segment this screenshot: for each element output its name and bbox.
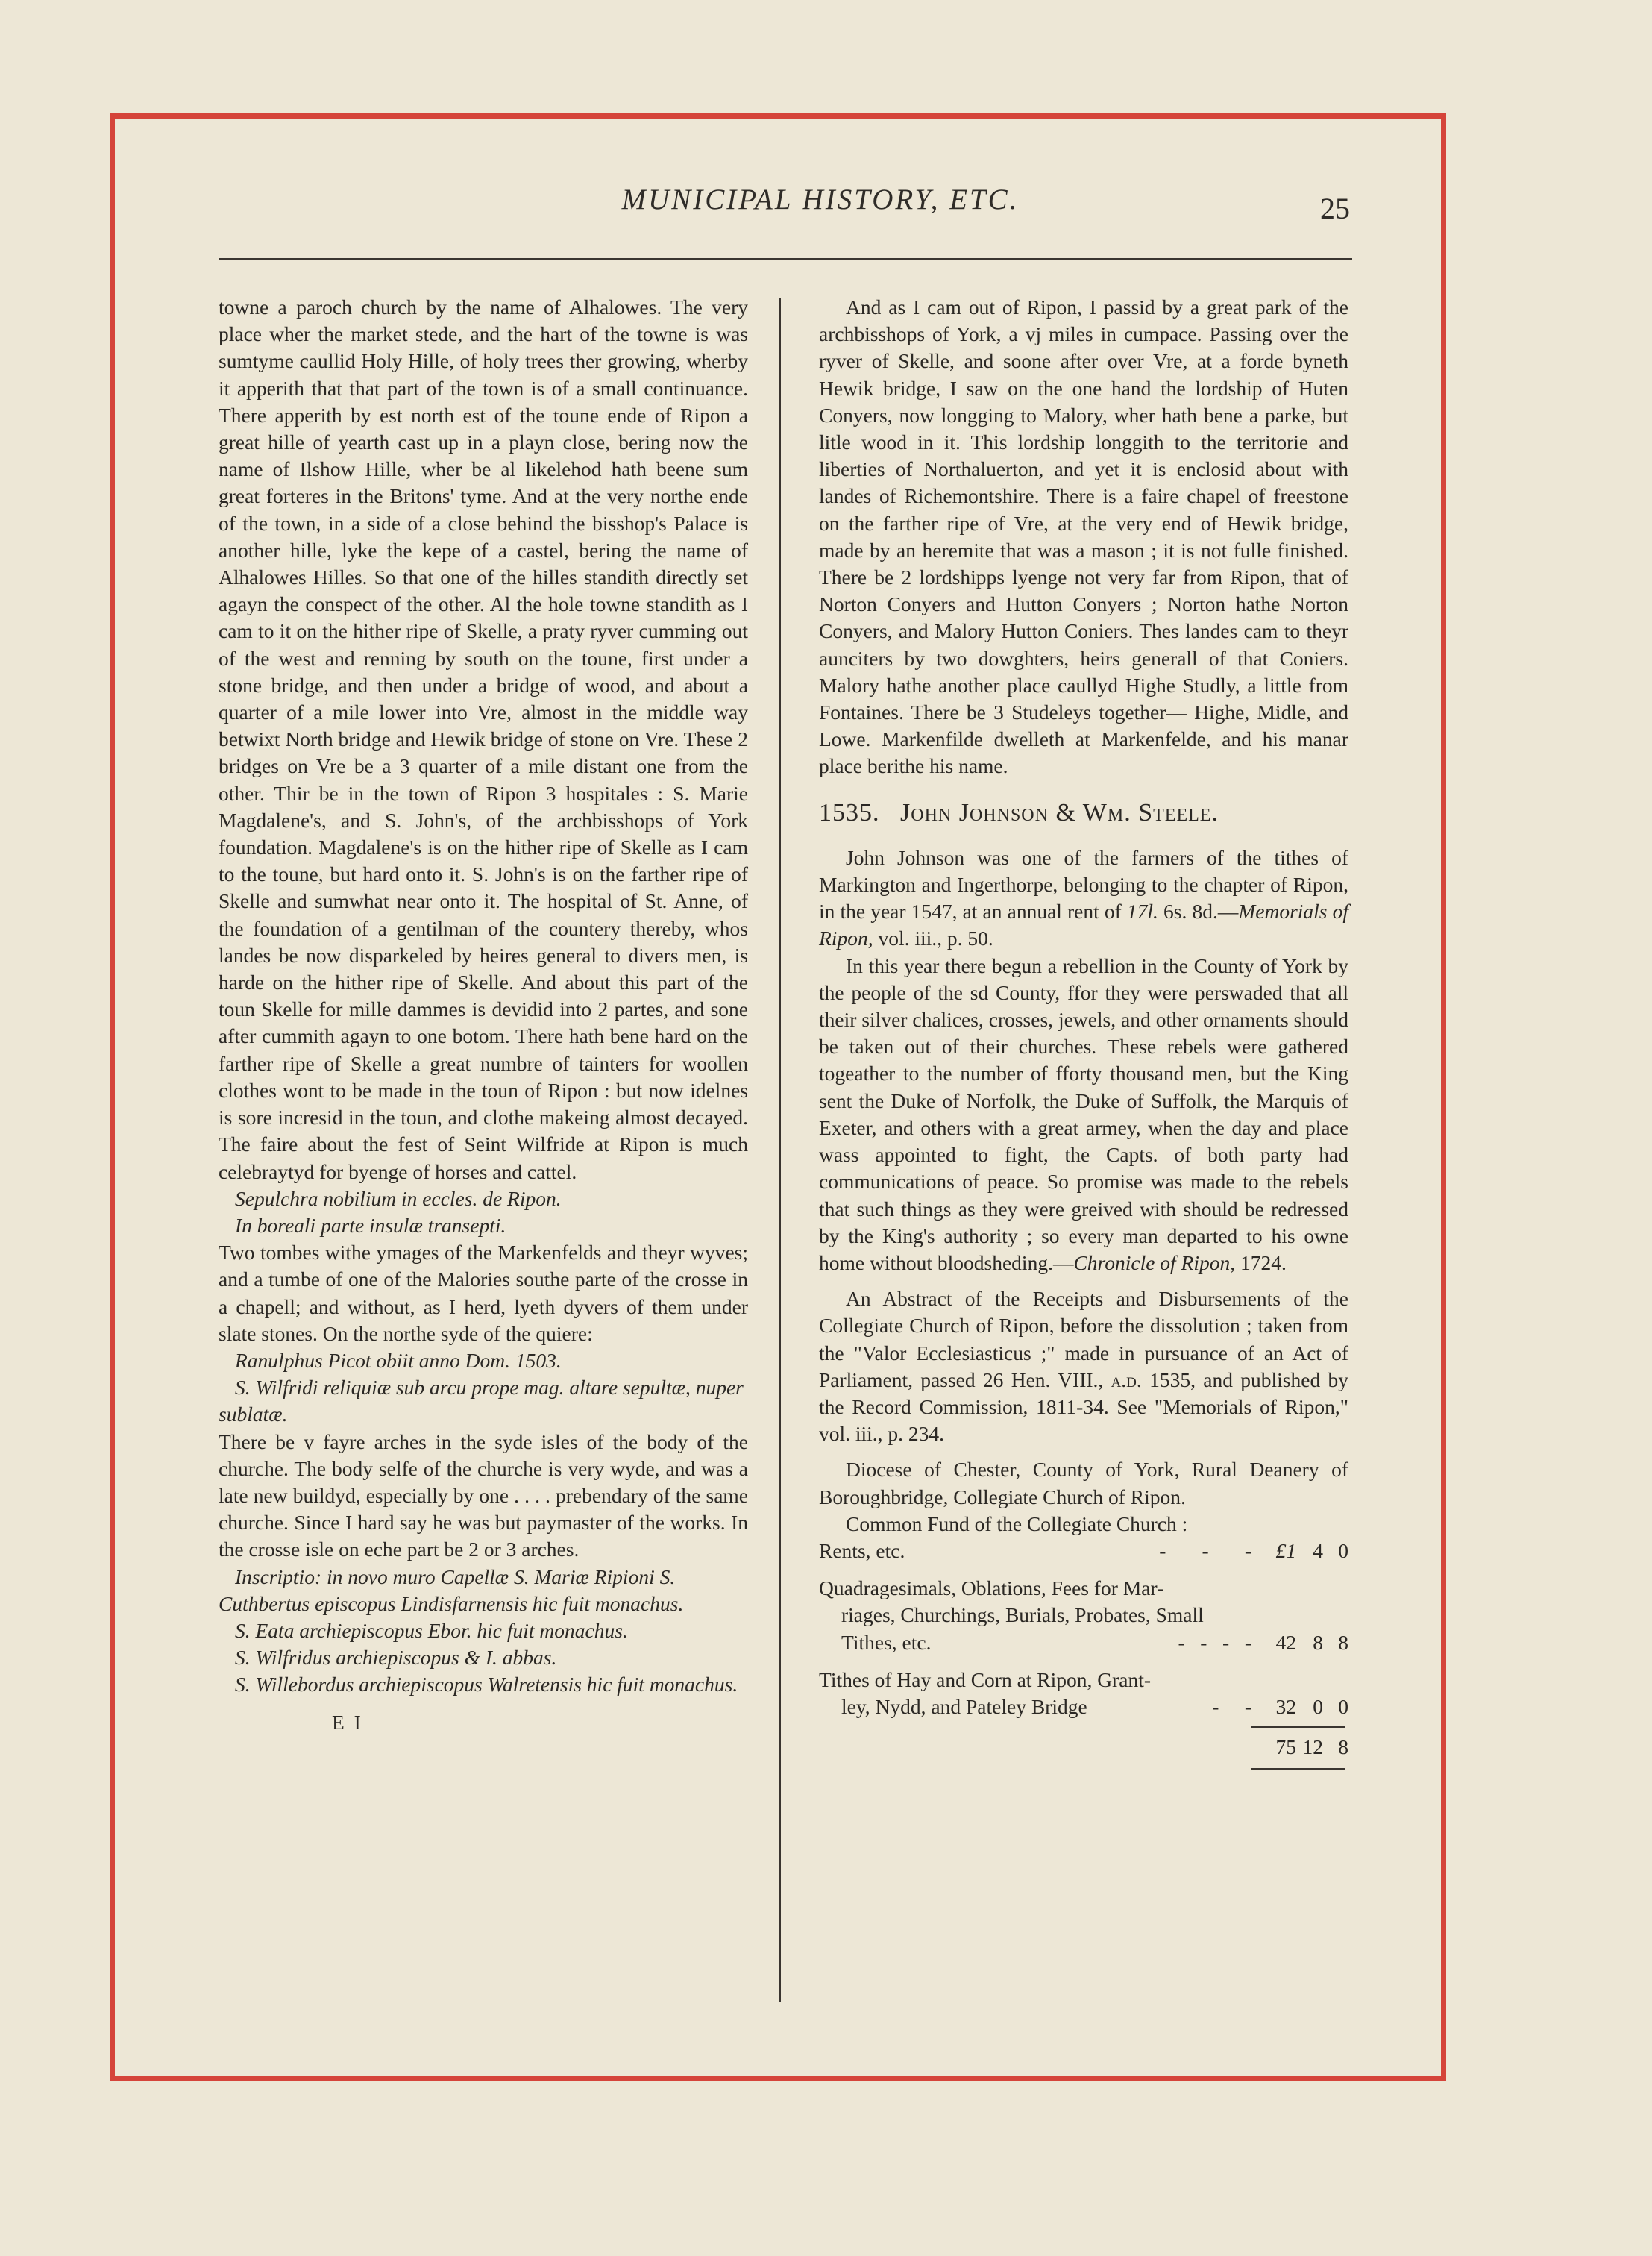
header-rule [219,258,1352,260]
p4-rest: 1535, and published by the Record Commission, 1811-34. See "Memorials of Ripon," vol. iii., p. 234. [819,1367,1348,1446]
right-column [819,294,1348,1770]
account-row [819,1667,1348,1720]
p2-citation: Memorials of Ripon, [819,900,1348,950]
account-row-label [819,1667,1251,1720]
account-row-label [819,1538,1251,1564]
left-paragraph-3: There be v fayre arches in the syde isles of the body of the churche. The body selfe of the churche is very wyde, and was a late new buildyd, especially by one . . . . prebendary of the same churche. Since I hard say he was but paymaster of the works. In the crosse isle on eche part be 2 or 3 arches. [219,1429,748,1561]
amount-pounds: 32 [1275,1694,1296,1718]
account-row-dashes: - - - - [1178,1630,1251,1654]
account-row-line1: Quadragesimals, Oblations, Fees for Mar- [819,1576,1164,1600]
latin-heading-boreali: In boreali parte insulæ transepti. [235,1213,506,1237]
p2-text: John Johnson was one of the farmers of the tithes of Markington and Ingerthorpe, belonging to the chapter of Ripon, in the year 1547, at an annual rent of [819,845,1348,924]
latin-wilfridi [219,1374,748,1428]
left-column [219,294,748,1736]
account-row-amount [1251,1629,1348,1656]
amount-pounds: £1 [1275,1538,1296,1562]
account-row-line2 [819,1693,1251,1720]
amount-pence: 8 [1338,1630,1348,1654]
right-paragraph-5: Diocese of Chester, County of York, Rural Deanery of Boroughbridge, Collegiate Church of Ripon. [819,1458,1348,1508]
account-row-line1: Tithes of Hay and Corn at Ripon, Grant- [819,1667,1152,1691]
account-row [819,1538,1348,1564]
account-heading: Common Fund of the Collegiate Church : [846,1511,1188,1535]
amount-shillings: 0 [1313,1694,1323,1718]
total-rule-bottom [1251,1768,1345,1770]
p2-amount: 17l. [1126,900,1158,924]
account-table [819,1511,1348,1770]
column-divider [779,298,781,2002]
latin-eata: S. Eata archiepiscopus Ebor. hic fuit monachus. [235,1618,628,1642]
account-total-amount [1251,1734,1348,1761]
running-head: MUNICIPAL HISTORY, ETC. [621,184,1020,216]
latin-inscriptio: Inscriptio: in novo muro Capellæ S. Mariæ Ripioni S. Cuthbertus episcopus Lindisfarnensis hic fuit monachus. [219,1564,684,1615]
right-paragraph-4 [819,1285,1348,1447]
p3-citation: Chronicle of Ripon, [1073,1250,1236,1274]
account-row-dashes: - - [1212,1694,1251,1718]
account-row-amount [1251,1538,1348,1564]
account-total-row [819,1734,1348,1761]
account-row-dashes: - - - [1159,1538,1251,1562]
account-row-line2-text: riages, Churchings, Burials, Probates, Small Tithes, etc. [841,1603,1204,1654]
section-heading [819,800,1348,827]
account-row-amount [1251,1693,1348,1720]
total-pounds: 75 [1275,1735,1296,1759]
right-paragraph-3 [819,953,1348,1276]
section-title: John Johnson & Wm. Steele. [900,798,1219,827]
amount-shillings: 8 [1313,1630,1323,1654]
account-row-line2-text: ley, Nydd, and Pateley Bridge [841,1694,1087,1718]
total-shillings: 12 [1302,1735,1323,1759]
latin-ranulphus [219,1347,748,1374]
latin-ranulphus-year: 1503. [515,1348,562,1372]
left-paragraph-2: Two tombes withe ymages of the Markenfelds and theyr wyves; and a tumbe of one of the Malories southe parte of the crosse in a chapell; and without, as I herd, lyeth dyvers of them under slate stones. On the northe syde of the quiere: [219,1241,748,1345]
account-row [819,1575,1348,1656]
signature-mark: E I [332,1710,363,1734]
amount-shillings: 4 [1313,1538,1323,1562]
latin-wilfridi-text: S. Wilfridi reliquiæ sub arcu prope mag. altare sepultæ, nuper sublatæ. [219,1376,744,1426]
p2-citation-end: vol. iii., p. 50. [878,927,993,950]
amount-pounds: 42 [1275,1630,1296,1654]
right-paragraph-1: And as I cam out of Ripon, I passid by a great park of the archbisshops of York, a vj miles in cumpace. Passing over the ryver of Skelle, and soone after over Vre, at a forde byneth Hewik bridge, I saw on the one hand the lordship of Huten Conyers, now longging to Malory, wher hath bene a parke, but litle wood in it. This lordship longgith to the territorie and liberties of Northaluerton, and yet it is enclosid about with landes of Richemontshire. There is a faire chapel of freestone on the farther ripe of Vre, at the very end of Hewik bridge, made by an heremite that was a mason ; it is not fulle finished. There be 2 lordshipps lyenge not very far from Ripon, that of Norton Conyers and Hutton Conyers ; Norton hathe Norton Conyers, and Malory Hutton Coniers. Thes landes cam to theyr aunciters by two dowghters, heirs generall of that Coniers. Malory hathe another place caullyd Highe Studly, a little from Fontaines. There be 3 Studeleys together— Highe, Midle, and Lowe. Markenfilde dwelleth at Markenfelde, and his manar place berithe his name. [819,295,1348,778]
latin-wilfridus: S. Wilfridus archiepiscopus & I. abbas. [235,1646,557,1670]
account-row-line2 [819,1602,1251,1655]
page-number: 25 [1320,192,1350,225]
latin-willebordus: S. Willebordus archiepiscopus Walretensis hic fuit monachus. [235,1673,738,1696]
p4-text: An Abstract of the Receipts and Disbursements of the Collegiate Church of Ripon, before the dissolution ; taken from the "Valor Ecclesiasticus ;" made in pursuance of an Act of Parliament, passed 26 Hen. VIII., [819,1287,1348,1391]
left-paragraph-1: towne a paroch church by the name of Alhalowes. The very place wher the market stede, and the hart of the towne is was sumtyme caullid Holy Hille, of holy trees ther growing, wherby it apperith that that part of the town is of a small continuance. There apperith by est north est of the toune ende of Ripon a great hille of yearth cast up in a playn close, bering now the name of Ilshow Hille, wher be al likelehod hath beene sum great forteres in the Britons' tyme. And at the very northe ende of the town, in a side of a close behind the bisshop's Palace is another hille, lyke the kepe of a castel, bering the name of Alhalowes Hilles. So that one of the hilles standith directly set agayn the conspect of the other. Al the hole towne standith as I cam to it on the hither ripe of Skelle, a praty ryver cumming out of the west and renning by south on the toune, first under a stone bridge, and then under a bridge of wood, and about a quarter of a mile lower into Vre, almost in the middle way betwixt North bridge and Hewik bridge of stone on Vre. These 2 bridges on Vre be a 3 quarter of a mile distant one from the other. Thir be in the town of Ripon 3 hospitales : S. Marie Magdalene's, and S. John's, of the archbisshops of York foundation. Magdalene's is on the hither ripe of Skelle as I cam to the toune, but hard onto it. S. John's is on the farther ripe of Skelle and sumwhat near onto it. The hospital of St. Anne, of the foundation of a gentilman of the countery thereby, whos landes be now disparkeled by heires general to divers men, is harde on the hither ripe of Skelle. And about this part of the toun Skelle for mille dammes is devidid into 2 partes, and sone after cummith agayn to one botom. There hath bene hard on the farther ripe of Skelle a great numbre of tainters for woollen clothes wont to be made in the toun of Ripon : but now idelnes is sore incresid in the toun, and clothe makeing almost decayed. The faire about the fest of Seint Wilfride at Ripon is much celebraytyd for byenge of horses and cattel. [219,295,748,1183]
total-rule-top [1251,1726,1345,1728]
latin-ranulphus-text: Ranulphus Picot obiit anno Dom. [235,1348,510,1372]
account-row-line1: Rents, etc. [819,1538,905,1562]
p3-text: In this year there begun a rebellion in the County of York by the people of the sd County, ffor they were perswaded that all their silver chalices, crosses, jewels, and other ornaments should be taken out of their churches. These rebels were gathered togeather to the number of fforty thousand men, but the King sent the Duke of Norfolk, the Duke of Suffolk, the Marquis of Exeter, and others with a great armey, when the day and place wass appointed to fight, the Capts. of both party had communications of peace. So promise was made to the rebels that such things as they were greived with should be redressed by the King's authority ; so every man departed to his owne home without bloodsheding.— [819,953,1348,1274]
p4-ad: a.d. [1111,1367,1142,1391]
right-paragraph-2 [819,845,1348,953]
section-date: 1535. [819,798,880,827]
account-row-label [819,1575,1251,1656]
amount-pence: 0 [1338,1694,1348,1718]
p3-year: 1724. [1240,1250,1287,1274]
latin-heading-sepulchra: Sepulchra nobilium in eccles. de Ripon. [235,1186,562,1210]
amount-pence: 0 [1338,1538,1348,1562]
p2-rest: 6s. 8d.— [1163,900,1239,924]
total-pence: 8 [1338,1735,1348,1759]
